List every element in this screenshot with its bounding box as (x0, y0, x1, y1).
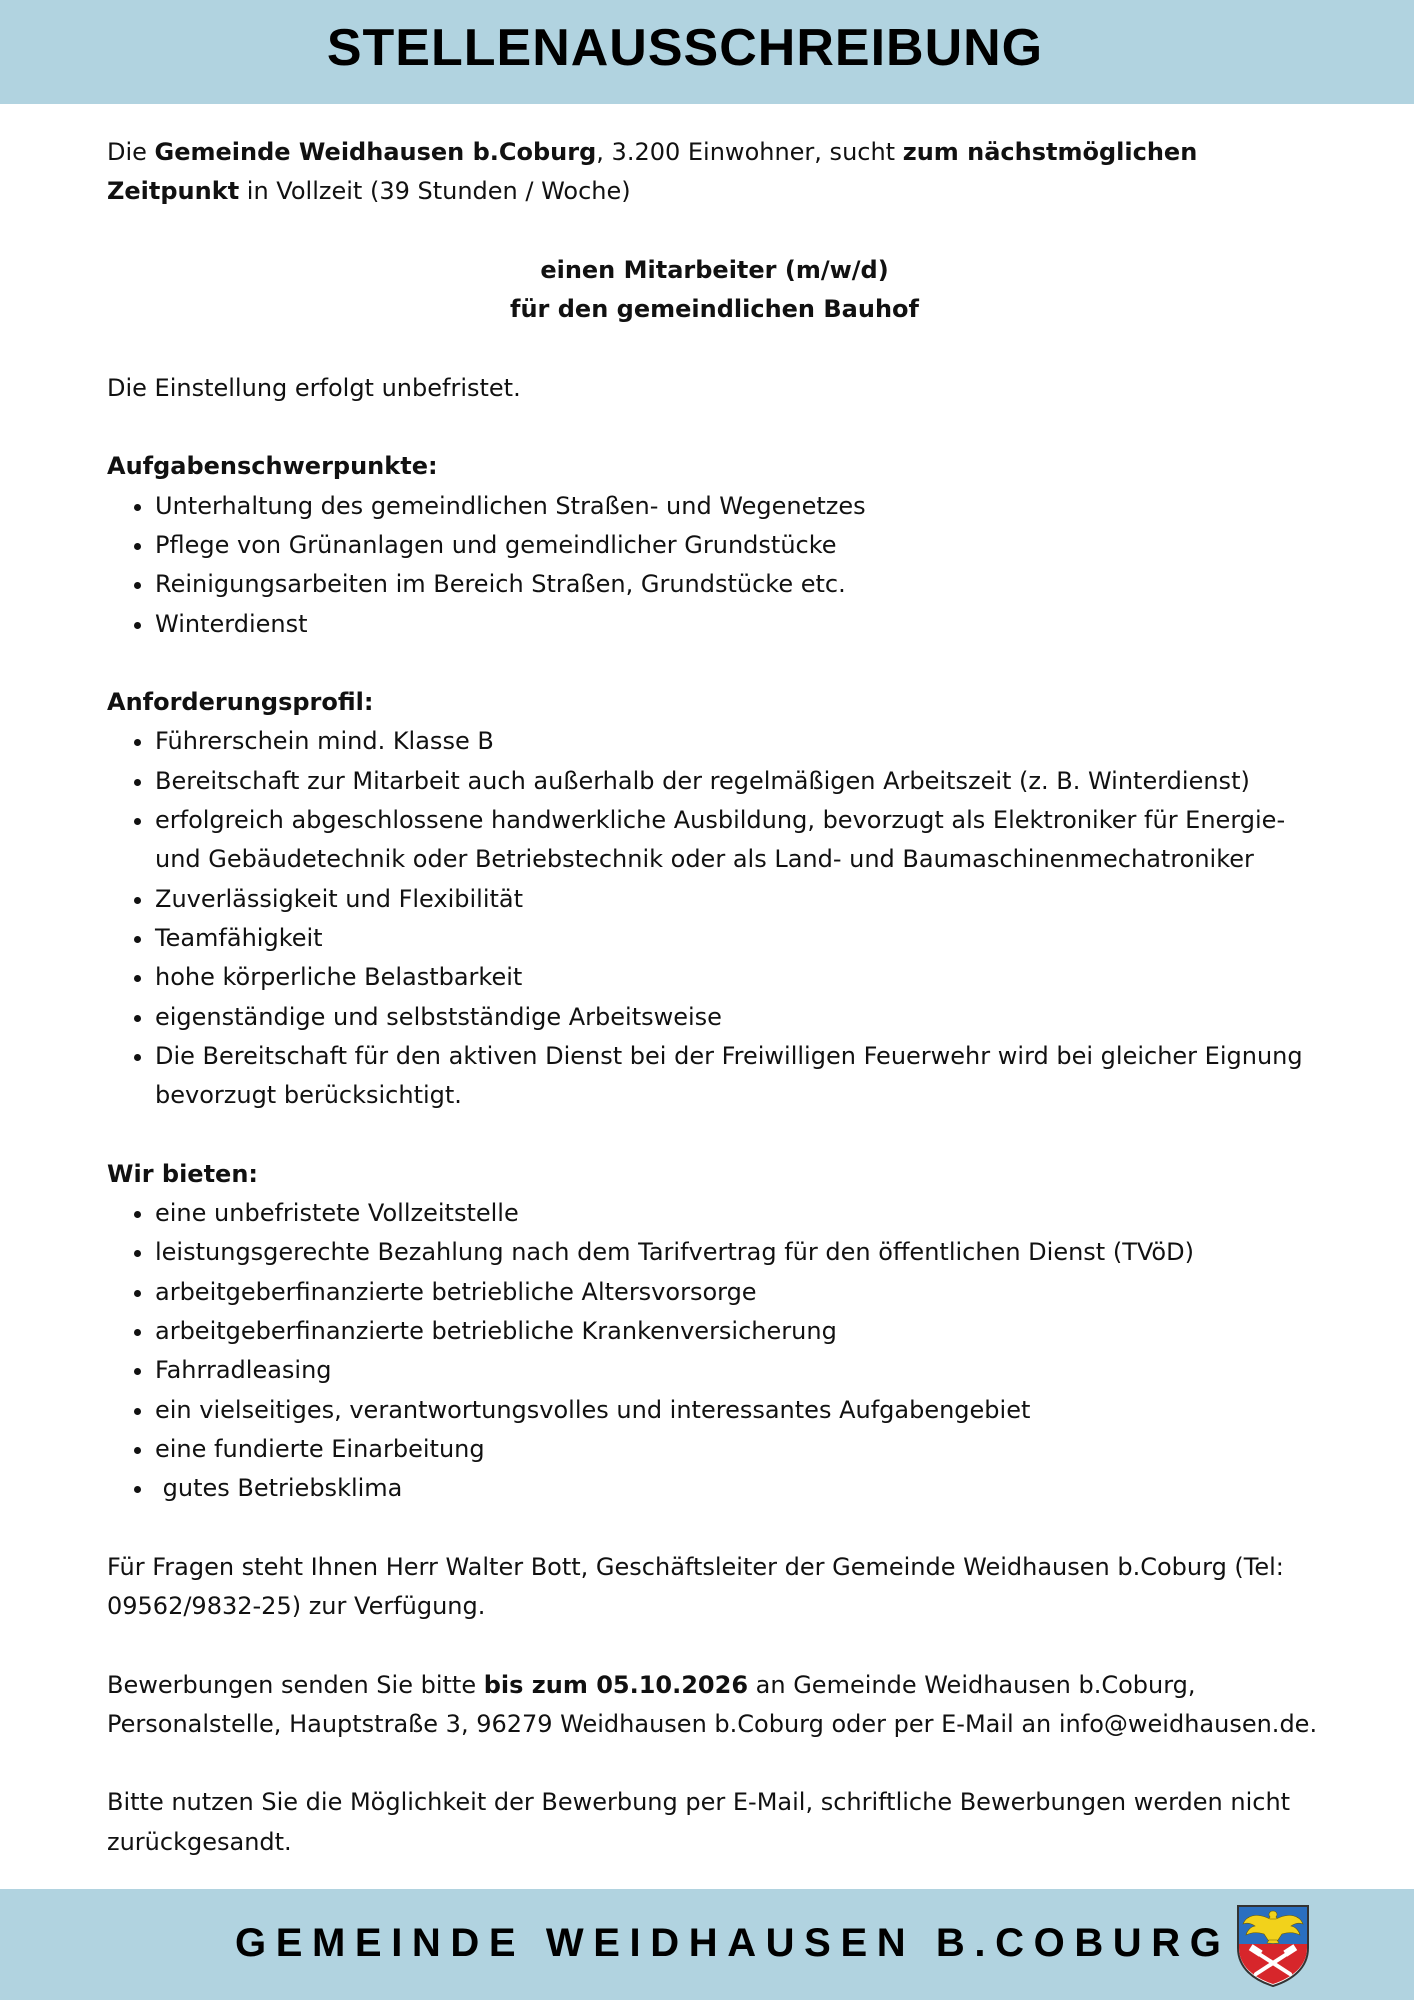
list-item: • Die Bereitschaft für den aktiven Dienst bei der Freiwilligen Feuerwehr wird bei gleicher Eignung bevorzugt berücksichtigt. (155, 1037, 1322, 1116)
list-item: • erfolgreich abgeschlossene handwerkliche Ausbildung, bevorzugt als Elektroniker für Energie- und Gebäudetechnik oder Betriebstechnik oder als Land- und Baumaschinenmechatroniker (155, 801, 1322, 880)
list-item: • arbeitgeberfinanzierte betriebliche Altersvorsorge (155, 1273, 1322, 1312)
employment-type: Die Einstellung erfolgt unbefristet. (107, 373, 521, 402)
organization-name: Gemeinde Weidhausen b.Coburg (154, 138, 597, 166)
list-item: • leistungsgerechte Bezahlung nach dem Tarifvertrag für den öffentlichen Dienst (TVöD) (155, 1233, 1322, 1272)
requirements-list (107, 722, 1322, 1115)
position-title-line-2: für den gemeindlichen Bauhof (510, 295, 919, 324)
list-item: • arbeitgeberfinanzierte betriebliche Krankenversicherung (155, 1312, 1322, 1351)
coat-of-arms-icon (1234, 1902, 1312, 1988)
footer-title: GEMEINDE WEIDHAUSEN B.COBURG (235, 1921, 1231, 1965)
page-title: STELLENAUSSCHREIBUNG (326, 19, 1044, 77)
requirements-heading: Anforderungsprofil: (107, 688, 374, 717)
application-paragraph (107, 1666, 1322, 1745)
document-body (107, 133, 1322, 1862)
intro-text-1: Die (107, 138, 155, 166)
offer-list (107, 1194, 1322, 1508)
intro-text-2: , 3.200 Einwohner, sucht (596, 138, 903, 166)
position-title-line-1: einen Mitarbeiter (m/w/d) (540, 255, 889, 284)
list-item: • eine unbefristete Vollzeitstelle (155, 1194, 1322, 1233)
list-item: • Teamfähigkeit (155, 919, 1322, 958)
contact-paragraph: Für Fragen steht Ihnen Herr Walter Bott, Geschäftsleiter der Gemeinde Weidhausen b.Coburg (Tel: 09562/9832-25) zur Verfügung. (107, 1552, 1284, 1620)
list-item: • Pflege von Grünanlagen und gemeindlicher Grundstücke (155, 526, 1322, 565)
list-item: • Zuverlässigkeit und Flexibilität (155, 880, 1322, 919)
list-item: • Fahrradleasing (155, 1351, 1322, 1390)
tasks-list (107, 487, 1322, 644)
list-item: • eigenständige und selbstständige Arbeitsweise (155, 998, 1322, 1037)
start-date: zum nächstmöglichen Zeitpunkt (107, 138, 1198, 206)
list-item: • Bereitschaft zur Mitarbeit auch außerhalb der regelmäßigen Arbeitszeit (z. B. Winterdienst) (155, 762, 1322, 801)
application-text-1: Bewerbungen senden Sie bitte (107, 1670, 484, 1699)
application-note: Bitte nutzen Sie die Möglichkeit der Bewerbung per E-Mail, schriftliche Bewerbungen werden nicht zurückgesandt. (107, 1788, 1291, 1856)
list-item: • ein vielseitiges, verantwortungsvolles und interessantes Aufgabengebiet (155, 1391, 1322, 1430)
list-item: • gutes Betriebsklima (155, 1469, 1322, 1508)
intro-paragraph (107, 133, 1322, 212)
list-item: • Reinigungsarbeiten im Bereich Straßen, Grundstücke etc. (155, 565, 1322, 604)
application-deadline: bis zum 05.10.2026 (483, 1670, 749, 1699)
offer-heading: Wir bieten: (107, 1159, 259, 1188)
intro-text-3: in Vollzeit (39 Stunden / Woche) (239, 177, 631, 206)
list-item: • Führerschein mind. Klasse B (155, 722, 1322, 761)
application-text-2: an Gemeinde Weidhausen b.Coburg, Personalstelle, Hauptstraße 3, 96279 Weidhausen b.Coburg oder per E-Mail an info@weidhausen.de. (107, 1670, 1318, 1738)
list-item: • eine fundierte Einarbeitung (155, 1430, 1322, 1469)
tasks-heading: Aufgabenschwerpunkte: (107, 452, 438, 481)
list-item: • Winterdienst (155, 605, 1322, 644)
list-item: • hohe körperliche Belastbarkeit (155, 958, 1322, 997)
list-item: • Unterhaltung des gemeindlichen Straßen- und Wegenetzes (155, 487, 1322, 526)
